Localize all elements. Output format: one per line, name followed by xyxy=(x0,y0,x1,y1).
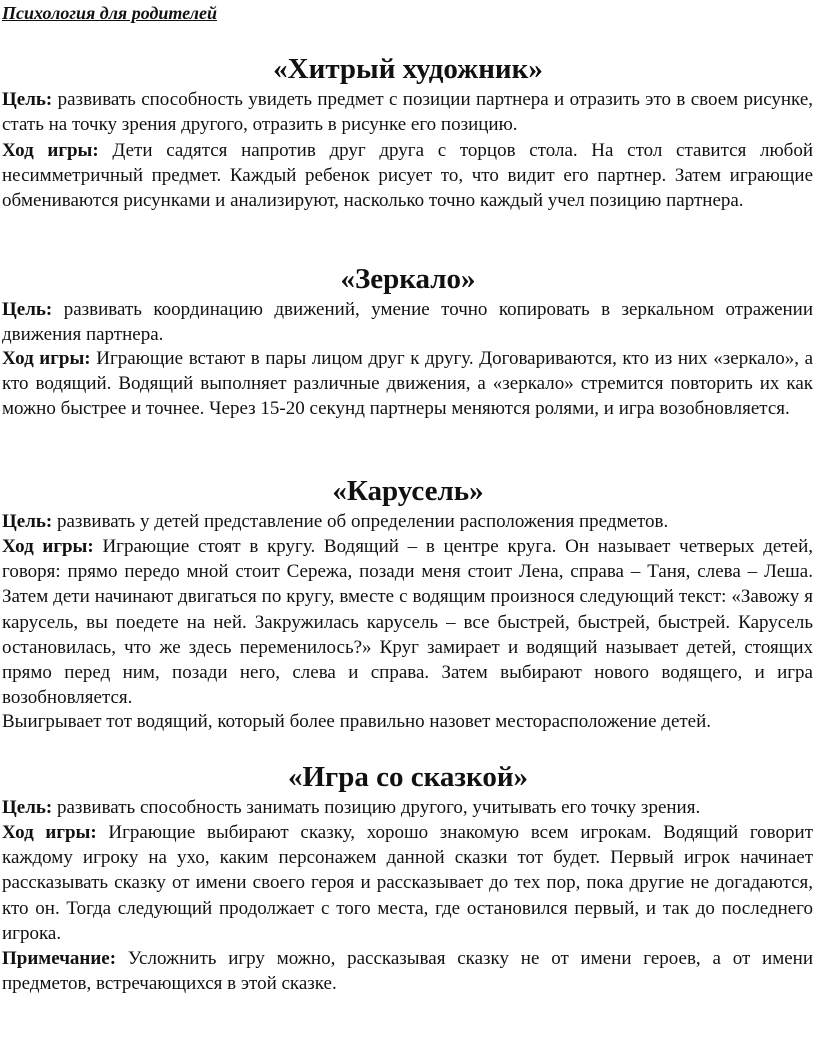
game-course xyxy=(2,138,813,214)
goal-text: развивать способность занимать позицию другого, учитывать его точку зрения. xyxy=(57,797,701,818)
goal-text: развивать координацию движений, умение точно копировать в зеркальном отражении движения партнера. xyxy=(2,299,814,346)
remark-text: Усложнить игру можно, рассказывая сказку не от имени героев, а от имени предметов, встречающихся в этой сказке. xyxy=(2,948,814,995)
page-header: Психология для родителей xyxy=(2,3,217,23)
course-label: Ход игры: xyxy=(2,140,99,161)
goal-label: Цель: xyxy=(2,299,53,320)
game-goal xyxy=(2,795,813,820)
game-course xyxy=(2,534,813,710)
goal-label: Цель: xyxy=(2,797,53,818)
remark-label: Примечание: xyxy=(2,948,117,969)
course-text: Дети садятся напротив друг друга с торцов стола. На стол ставится любой несимметричный предмет. Каждый ребенок рисует то, что видит его партнер. Затем играющие обмениваются рисунками и анализируют, насколько точно каждый учел позицию партнера. xyxy=(2,140,814,212)
game-extra-note: Выигрывает тот водящий, который более правильно назовет месторасположение детей. xyxy=(2,711,712,732)
game-remark xyxy=(2,946,813,996)
course-label: Ход игры: xyxy=(2,822,97,843)
course-label: Ход игры: xyxy=(2,536,94,557)
goal-text: развивать способность увидеть предмет с позиции партнера и отразить это в своем рисунке, стать на точку зрения другого, отразить в рисунке его позицию. xyxy=(2,89,813,136)
course-label: Ход игры: xyxy=(2,348,91,369)
course-text: Играющие выбирают сказку, хорошо знакомую всем игрокам. Водящий говорит каждому игроку на ухо, каким персонажем данной сказки тот будет. Первый игрок начинает рассказывать сказку от имени своего героя и рассказывает до тех пор, пока другие не догадаются, кто он. Тогда следующий продолжает с того места, где остановился первый, и так до последнего игрока. xyxy=(2,822,813,944)
game-title-mirror: «Зеркало» xyxy=(340,263,476,295)
goal-text: развивать у детей представление об определении расположения предметов. xyxy=(57,511,669,532)
game-title-cunning-artist: «Хитрый художник» xyxy=(273,53,543,85)
game-course xyxy=(2,820,813,946)
course-text: Играющие стоят в кругу. Водящий – в центре круга. Он называет четверых детей, говоря: прямо передо мной стоит Сережа, позади меня стоит Лена, справа – Таня, слева – Леша. Затем дети начинают двигаться по кругу, вместе с водящим произнося следующий текст: «Завожу я карусель, вы поедете на ней. Закружилась карусель – все быстрей, быстрей, быстрей. Карусель остановилась, что же здесь переменилось?» Круг замирает и водящий называет детей, стоящих прямо перед ним, позади него, слева и справа. Затем выбирают нового водящего, и игра возобновляется. xyxy=(2,536,813,709)
game-goal xyxy=(2,297,813,347)
game-course xyxy=(2,346,813,422)
game-goal xyxy=(2,87,813,137)
course-text: Играющие встают в пары лицом друг к другу. Договариваются, кто из них «зеркало», а кто водящий. Водящий выполняет различные движения, а «зеркало» стремится повторить их как можно быстрее и точнее. Через 15-20 секунд партнеры меняются ролями, и игра возобновляется. xyxy=(2,348,814,420)
game-title-carousel: «Карусель» xyxy=(332,475,484,507)
goal-label: Цель: xyxy=(2,511,53,532)
game-goal xyxy=(2,509,813,534)
goal-label: Цель: xyxy=(2,89,53,110)
game-title-fairy-tale: «Игра со сказкой» xyxy=(287,761,529,793)
